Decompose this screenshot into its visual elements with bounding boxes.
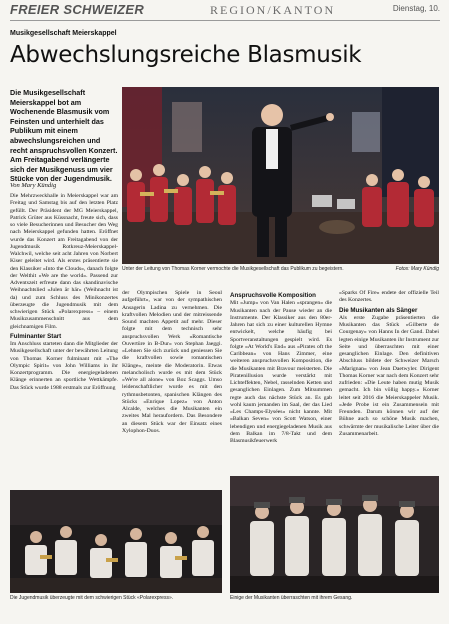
article-column-2 (122, 290, 222, 483)
main-photo-conductor (122, 87, 439, 264)
issue-date: Dienstag, 10. (392, 4, 440, 13)
article-headline: Abwechslungsreiche Blasmusik (10, 42, 362, 68)
photo-singing-musicians (230, 476, 439, 593)
article-author: Von Mary Kündig (10, 182, 57, 189)
photo3-caption: Einige der Musikanten überraschten mit ihrem Gesang. (230, 595, 353, 601)
article-column-1 (10, 193, 118, 483)
subheading-anspruchsvolle-komposition: Anspruchsvolle Komposition (230, 292, 316, 299)
subheading-musikanten-als-saenger: Die Musikanten als Sänger (339, 306, 418, 314)
photo-youth-band (10, 490, 222, 593)
col1-paragraph-1: Die Mehrzweckhalle in Meierskappel war am Freitag und Samstag bis auf den letzten Platz gefüllt. Der Präsident der MG Meierskappel, Patrick Grüter aus Küssnacht, freute sich, dass so viele Besucherinnen und Besucher den Weg nach Meierskappel gefunden hatten. Eröffnet wurde das Konzert am Freitagabend von der Jugendmusik Rotkreuz-Meierskappel-Walchwil, welche seit acht Jahren von Norbert Kiser geleitet wird. Als erstes präsentierte sie den Klassiker «Into the Clouds», danach folgte der Welthit «We are the world». Passend zur Adventszeit erfreute dann das skandinavische Weihnachtslied «Julen är här» (Weihnacht ist da) und zum Schluss des Minikonzertes überzeugte die Jugendmusik mit dem schwierigen Stück «Polarexpress» – einem Musikzusammenschnitt aus dem gleichnamigen Film. (10, 193, 118, 330)
col4-paragraph-1: «Sparks Of Fire» endete der offizielle Teil des Konzertes. (339, 290, 439, 304)
col3-paragraph-1: Mit «Jump» von Van Halen «sprangen» die Musikanten nach der Pause wieder an die Instrumente. Der Klassiker aus den 80er-Jahren hat sich zu einer kulturellen Hymne entwickelt, welche häufig bei Sportveranstaltungen gespielt wird. Es folgte «At World's End» aus «Pirates oft the Caribbean» von Hans Zimmer, eine weiteren anspruchsvollen Komposition, die die Musikanten mit Bravour meisterten. Die Piratenillusion wurde verstärkt mit Lichteffekten, Nebel, rasselnden Ketten und gesanglichen Einlagen. Zum Mitsummen regte auch das nächste Stück an. Es gab wohl kaum jemanden im Saal, der das Lied «Les Champs-Elysées» nicht kannte. Mit «Balkan Seven» von Scott Watson, einer lebendigen und energiegeladenen Musik aus dem Balkan im 7/8-Takt und dem Blasmusikfeuerwerk (230, 300, 332, 444)
col2-paragraph-1: der Olympischen Spiele in Seoul aufgeführt», war von der sympathischen Ansagerin Ladina zu vernehmen. Die kraftvollen Melodien und der mitreissende Sound machten Appetit auf mehr. Dieser folgte mit dem technisch sehr anspruchsvollen Werk «Romantische Ouvertüre in B-Dur» von Stephan Jaeggi. «Lehnen Sie sich zurück und geniessen Sie die kraftvollen sowie romantischen Klänge», meinte die Moderatorin. Etwas melancholisch wurde es mit dem Stück «We're all alone» von Boz Scaggs. Umso leidenschaftlicher wurde es mit den rythmusbetonten, spanischen Klängen des Stücks «Enrique Lopez» von Anton Alcalde, welches die Musikanten ein zweites Mal heraufordern. Das Besondere an diesem Stück war der Einsatz eines Xylophon-Duos. (122, 290, 222, 434)
main-photo-caption: Unter der Leitung von Thomas Korner vermochte die Musikgesellschaft das Publikum zu begeistern. (122, 266, 344, 272)
newspaper-name: FREIER SCHWEIZER (10, 2, 145, 17)
newspaper-header (10, 0, 440, 21)
article-column-4 (339, 290, 439, 483)
photo2-caption: Die Jugendmusik überzeugte mit dem schwierigen Stück «Polarexpress». (10, 595, 174, 601)
col1-paragraph-2: Im Anschluss starteten dann die Mitglieder der Musikgesellschaft unter der bewährten Leitung von Thomas Korner fulminant mit «The Olympic Spirit» von John Williams in ihr Konzertprogramm. Die energiegeladenen Klänge erinnerten an sportliche Wettkämpfe. Das Stück wurde 1988 erstmals zur Eröffnung (10, 341, 118, 391)
article-column-3 (230, 290, 332, 483)
subheading-fulminanter-start: Fulminanter Start (10, 332, 62, 340)
article-lead: Die Musikgesellschaft Meierskappel bot am Wochenende Blasmusik vom Feinsten und unterhielt das Publikum mit einem abwechslungsreichen und recht anspruchsvollen Konzert. Am Freitagabend verlängerte sich der Musikgenuss um vier Stücke von der Jugendmusik. (10, 88, 118, 184)
article-kicker: Musikgesellschaft Meierskappel (10, 30, 117, 37)
col4-paragraph-2: Als erste Zugabe präsentierten die Musikanten das Stück «Gilberte de Courgenay» von Hanns In der Gand. Dabei legten einige Musikanten ihr Instrument zur Seite und überraschten mit einer gesanglichen Einlage. Den definitiven Abschluss bildete der Schweizer Marsch «Marignan» von Jean Daetwyler. Dirigent Thomas Korner war nach dem Konzert sehr zufrieden: «Die Leute haben mutig Musik gemacht. Ich bin völlig happy.» Korner leitet seit 2016 die Meierskappeler Musik. «Jede Probe ist ein Zusammensein mit Freunden. Darum können wir auf der Bühne auch so schöne Musik machen, schwärmte der musikalische Leiter über die Zusammenarbeit. (339, 314, 439, 437)
photo-credit: Fotos: Mary Kündig (395, 266, 439, 272)
section-name: REGION/KANTON (210, 3, 336, 17)
